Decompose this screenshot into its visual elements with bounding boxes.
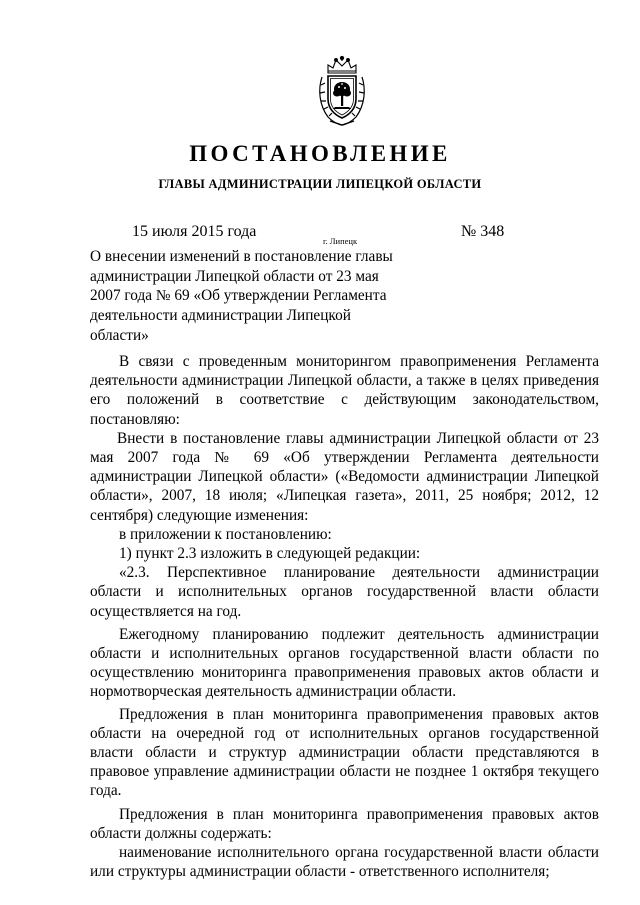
- body-paragraph: Ежегодному планированию подлежит деятельность администрации области и исполнительных органов государственной власти области по осуществлению мониторинга правоприменения правовых актов области и нормотворческая деятельность администрации области.: [90, 625, 599, 701]
- lipetsk-coat-of-arms-icon: [316, 55, 368, 127]
- document-number: № 348: [461, 223, 505, 240]
- body-paragraph: наименование исполнительного органа государственной власти области или структуры администрации области - ответственного исполнителя;: [90, 844, 599, 881]
- document-title: ПОСТАНОВЛЕНИЕ: [189, 141, 451, 166]
- issuing-authority: ГЛАВЫ АДМИНИСТРАЦИИ ЛИПЕЦКОЙ ОБЛАСТИ: [158, 177, 482, 191]
- body-paragraph: В связи с проведенным мониторингом правоприменения Регламента деятельности администрации Липецкой области, а также в целях приведения его положений в соответствие с действующим законодательством, постановляю:: [90, 353, 599, 428]
- document-date: 15 июля 2015 года: [132, 223, 257, 240]
- body-paragraph: в приложении к постановлению:: [119, 525, 332, 543]
- body-paragraph: 1) пункт 2.3 изложить в следующей редакции:: [119, 545, 421, 563]
- body-paragraph: «2.3. Перспективное планирование деятельности администрации области и исполнительных органов государственной власти области осуществляется на год.: [90, 564, 599, 620]
- body-paragraph: Предложения в план мониторинга правоприменения правовых актов области должны содержать:: [90, 805, 599, 842]
- document-body: [90, 352, 599, 881]
- document-place: г. Липецк: [323, 236, 358, 246]
- document-subject: О внесении изменений в постановление главы администрации Липецкой области от 23 мая 2007 года № 69 «Об утверждении Регламента деятельности администрации Липецкой области»: [90, 248, 393, 344]
- body-paragraph: Предложения в план мониторинга правоприменения правовых актов области на очередной год от исполнительных органов государственной власти области и структур администрации области представляются в правовое управление администрации области не позднее 1 октября текущего года.: [90, 705, 599, 800]
- body-paragraph: Внести в постановление главы администрации Липецкой области от 23 мая 2007 года № 69 «Об утверждении Регламента деятельности администрации Липецкой области» («Ведомости администрации Липецкой области», 2007, 18 июля; «Липецкая газета», 2011, 25 ноября; 2012, 12 сентября) следующие изменения:: [90, 429, 599, 524]
